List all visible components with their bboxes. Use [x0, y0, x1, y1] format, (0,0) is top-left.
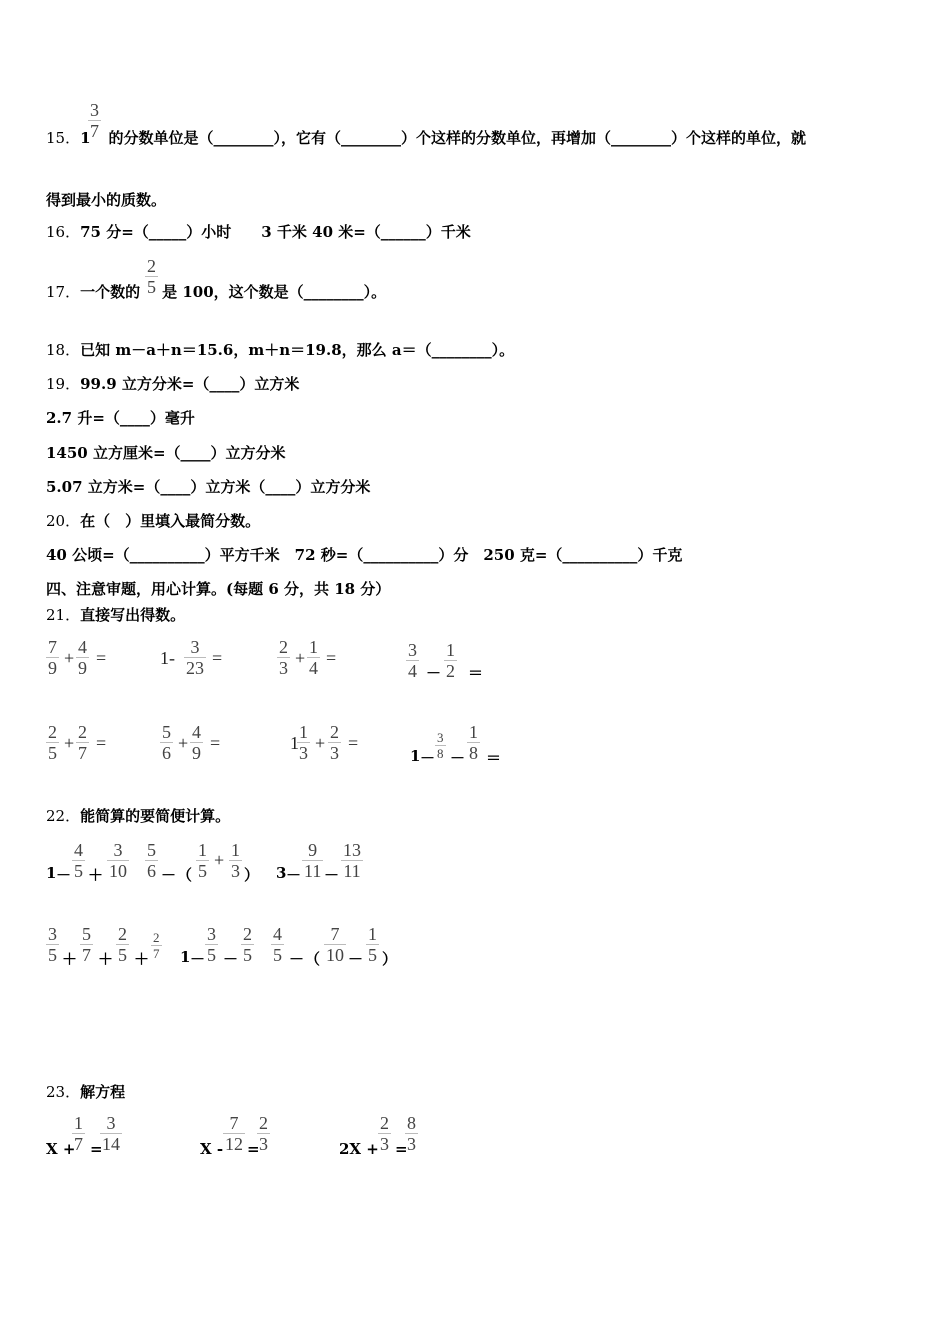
num: 1 [368, 924, 377, 944]
q22-r1-frac-4-5 [72, 840, 85, 881]
num: 1 [74, 1113, 83, 1133]
q15-number: 15． [46, 129, 81, 147]
plus-sign: ＋ [134, 950, 150, 968]
den: 11 [304, 861, 322, 881]
q22-r4-frac-3-5 [46, 924, 59, 965]
minus-sign: － [420, 749, 436, 767]
q15-frac-denominator: 7 [90, 121, 99, 141]
q22-number: 22． [46, 807, 81, 825]
den: 7 [78, 743, 87, 763]
num: 3 [100, 1113, 122, 1134]
num: 13 [343, 840, 361, 860]
num: 5 [162, 722, 171, 742]
num: 4 [78, 637, 87, 657]
num: 2 [243, 924, 252, 944]
num: 4 [74, 840, 83, 860]
q16-text: 75 分=（_____）小时 3 千米 40 米=（______）千米 [80, 223, 471, 241]
num: 2 [380, 1113, 389, 1133]
den: 3 [259, 1134, 268, 1154]
den: 4 [408, 661, 417, 681]
num: 3 [408, 640, 417, 660]
den: 14 [102, 1134, 120, 1154]
q21-r2c2-frac-a [160, 722, 173, 763]
q18-line [46, 340, 514, 360]
num: 1 [446, 640, 455, 660]
num: 2 [330, 722, 339, 742]
q22-r6-frac-4-5 [271, 924, 284, 965]
equals-sign: = [326, 648, 337, 668]
den: 6 [147, 861, 156, 881]
num: 2 [48, 722, 57, 742]
q15-fraction [88, 100, 101, 141]
den: 8 [437, 746, 444, 761]
minus-sign: － [223, 950, 239, 968]
right-paren: ） [382, 950, 398, 968]
q20-answers: 40 公顷=（__________）平方千米 72 秒=（__________）分 250 克=（__________）千克 [46, 546, 683, 564]
q21-number: 21． [46, 606, 81, 624]
q21-r2c2-frac-b [190, 722, 203, 763]
equals-sign: = [96, 648, 107, 668]
q18-text: 已知 m－a＋n＝15.6，m＋n＝19.8，那么 a＝（________）。 [80, 341, 515, 359]
q21-r1c1-frac-b [76, 637, 89, 678]
q16-line [46, 222, 471, 242]
num: 9 [302, 840, 323, 861]
minus-sign: － [426, 664, 442, 682]
num: 4 [192, 722, 201, 742]
den: 7 [153, 946, 160, 961]
den: 5 [273, 945, 282, 965]
whole-three: 3 [276, 864, 287, 882]
q19-l1: 99.9 立方分米=（____）立方米 [80, 375, 300, 393]
q23-eq2-frac-2-3 [257, 1113, 270, 1154]
two-x-plus: 2X + [339, 1140, 379, 1158]
right-paren: ） [244, 866, 260, 884]
q23-text: 解方程 [80, 1083, 126, 1101]
q17-number: 17． [46, 283, 81, 301]
num: 3 [48, 924, 57, 944]
x-minus: X - [200, 1140, 224, 1158]
num: 3 [184, 637, 206, 658]
q17-line [46, 282, 386, 302]
q22-line [46, 806, 230, 826]
q22-r6-frac-1-5 [366, 924, 379, 965]
num: 5 [147, 840, 156, 860]
plus-sign: ＋ [62, 950, 78, 968]
q21-r1c4-frac-a [406, 640, 419, 681]
q16-number: 16． [46, 223, 81, 241]
left-paren: （ [177, 866, 193, 884]
q21-r1c4-frac-b [444, 640, 457, 681]
den: 5 [243, 945, 252, 965]
num: 1 [299, 722, 308, 742]
equals-sign: = [348, 733, 359, 753]
q19-line2: 2.7 升=（____）毫升 [46, 409, 195, 427]
q22-r4-frac-5-7 [80, 924, 93, 965]
minus-sign: － [324, 866, 340, 884]
num: 2 [259, 1113, 268, 1133]
plus-sign: + [315, 733, 326, 753]
minus-sign: － [286, 866, 302, 884]
q20-line [46, 511, 260, 531]
equals-sign: = [212, 648, 223, 668]
minus-sign: - [169, 648, 175, 668]
equals-sign: = [247, 1140, 260, 1158]
q20-text: 在（ ）里填入最简分数。 [80, 512, 261, 530]
den: 5 [48, 743, 57, 763]
den: 10 [326, 945, 344, 965]
q22-r5-frac-3-5 [205, 924, 218, 965]
den: 8 [469, 743, 478, 763]
den: 11 [343, 861, 361, 881]
q21-r2c4-frac-a [435, 730, 446, 761]
den: 7 [82, 945, 91, 965]
q17-fraction [145, 256, 158, 297]
q22-r4-frac-2-5 [116, 924, 129, 965]
den: 5 [198, 861, 207, 881]
minus-sign: － [289, 950, 305, 968]
equals-sign: = [90, 1140, 103, 1158]
plus-sign: + [214, 850, 225, 870]
plus-sign: ＋ [88, 866, 104, 884]
q15-line [46, 128, 806, 148]
equals-sign: = [395, 1140, 408, 1158]
q23-eq3-frac-2-3 [378, 1113, 391, 1154]
plus-sign: + [64, 648, 75, 668]
q18-number: 18． [46, 341, 81, 359]
q19-line1 [46, 374, 299, 394]
den: 5 [74, 861, 83, 881]
section-4-heading: 四、注意审题，用心计算。(每题 6 分，共 18 分） [46, 580, 391, 598]
q15-continuation: 得到最小的质数。 [46, 191, 167, 209]
q17-post: 是 100，这个数是（________）。 [162, 283, 387, 301]
q21-r2c3-frac-a [297, 722, 310, 763]
den: 7 [74, 1134, 83, 1154]
q22-r4-frac-2-7 [151, 930, 162, 961]
num: 1 [309, 637, 318, 657]
den: 5 [207, 945, 216, 965]
num: 3 [437, 730, 444, 745]
num: 2 [118, 924, 127, 944]
num: 5 [82, 924, 91, 944]
num: 4 [273, 924, 282, 944]
q19-line4: 5.07 立方米=（____）立方米（____）立方分米 [46, 478, 371, 496]
q23-eq3-frac-8-3 [405, 1113, 418, 1154]
q17-pre: 一个数的 [80, 283, 141, 301]
num: 1 [231, 840, 240, 860]
q21-r1c3-frac-a [277, 637, 290, 678]
den: 9 [48, 658, 57, 678]
q22-r2-frac-1-3 [229, 840, 242, 881]
q21-r2c1-frac-b [76, 722, 89, 763]
q15-text: 的分数单位是（________），它有（________）个这样的分数单位，再增加（________）个这样的单位，就 [108, 129, 807, 147]
den: 3 [407, 1134, 416, 1154]
minus-sign: － [348, 950, 364, 968]
q22-r3-frac-13-11 [341, 840, 363, 881]
minus-sign: － [450, 749, 466, 767]
num: 8 [407, 1113, 416, 1133]
q21-r2c3-frac-b [328, 722, 341, 763]
num: 7 [48, 637, 57, 657]
one: 1 [160, 648, 169, 668]
den: 3 [231, 861, 240, 881]
num: 2 [78, 722, 87, 742]
q23-eq1-frac-3-14 [100, 1113, 122, 1154]
plus-sign: + [295, 648, 306, 668]
q22-r5-frac-2-5 [241, 924, 254, 965]
den: 12 [225, 1134, 243, 1154]
den: 3 [380, 1134, 389, 1154]
plus-sign: + [178, 733, 189, 753]
minus-sign: － [190, 950, 206, 968]
q21-r2c4-frac-b [467, 722, 480, 763]
num: 3 [107, 840, 129, 861]
num: 7 [324, 924, 346, 945]
q20-number: 20． [46, 512, 81, 530]
q22-r2-frac-1-5 [196, 840, 209, 881]
num: 7 [223, 1113, 245, 1134]
q23-eq2-frac-7-12 [223, 1113, 245, 1154]
q15-lead: 1 [80, 129, 91, 147]
equals-sign: ＝ [468, 664, 484, 682]
minus-sign: － [161, 866, 177, 884]
whole-one: 1 [410, 747, 421, 765]
q23-eq1-frac-1-7 [72, 1113, 85, 1154]
den: 10 [109, 861, 127, 881]
q21-r1c2-frac [184, 637, 206, 678]
plus-sign: + [64, 733, 75, 753]
q19-line3: 1450 立方厘米=（____）立方分米 [46, 444, 286, 462]
x-plus: X + [46, 1140, 76, 1158]
minus-sign: － [56, 866, 72, 884]
num: 1 [469, 722, 478, 742]
den: 5 [368, 945, 377, 965]
equals-sign: = [210, 733, 221, 753]
den: 9 [192, 743, 201, 763]
whole-one: 1 [180, 948, 191, 966]
q17-frac-denominator: 5 [147, 277, 156, 297]
q21-r1c3-frac-b [307, 637, 320, 678]
q23-number: 23． [46, 1083, 81, 1101]
den: 2 [446, 661, 455, 681]
q22-r6-frac-7-10 [324, 924, 346, 965]
num: 2 [279, 637, 288, 657]
q21-r2c1-frac-a [46, 722, 59, 763]
den: 3 [279, 658, 288, 678]
one-minus [160, 648, 175, 669]
num: 3 [207, 924, 216, 944]
q17-frac-numerator: 2 [147, 256, 156, 276]
q21-text: 直接写出得数。 [80, 606, 186, 624]
den: 3 [330, 743, 339, 763]
whole-one: 1 [46, 864, 57, 882]
den: 5 [118, 945, 127, 965]
num: 2 [153, 930, 160, 945]
q22-text: 能简算的要简便计算。 [80, 807, 231, 825]
den: 4 [309, 658, 318, 678]
den: 9 [78, 658, 87, 678]
q22-r2-frac-5-6 [145, 840, 158, 881]
q22-r3-frac-9-11 [302, 840, 323, 881]
q19-number: 19． [46, 375, 81, 393]
den: 6 [162, 743, 171, 763]
equals-sign: ＝ [486, 749, 502, 767]
den: 5 [48, 945, 57, 965]
q23-line [46, 1082, 125, 1102]
whole-one: 1 [290, 733, 299, 753]
plus-sign: ＋ [98, 950, 114, 968]
q21-line [46, 605, 185, 625]
num: 1 [198, 840, 207, 860]
den: 23 [186, 658, 204, 678]
q21-r1c1-frac-a [46, 637, 59, 678]
den: 3 [299, 743, 308, 763]
q15-frac-numerator: 3 [90, 100, 99, 120]
equals-sign: = [96, 733, 107, 753]
left-paren: （ [305, 950, 321, 968]
q22-r1-frac-3-10 [107, 840, 129, 881]
